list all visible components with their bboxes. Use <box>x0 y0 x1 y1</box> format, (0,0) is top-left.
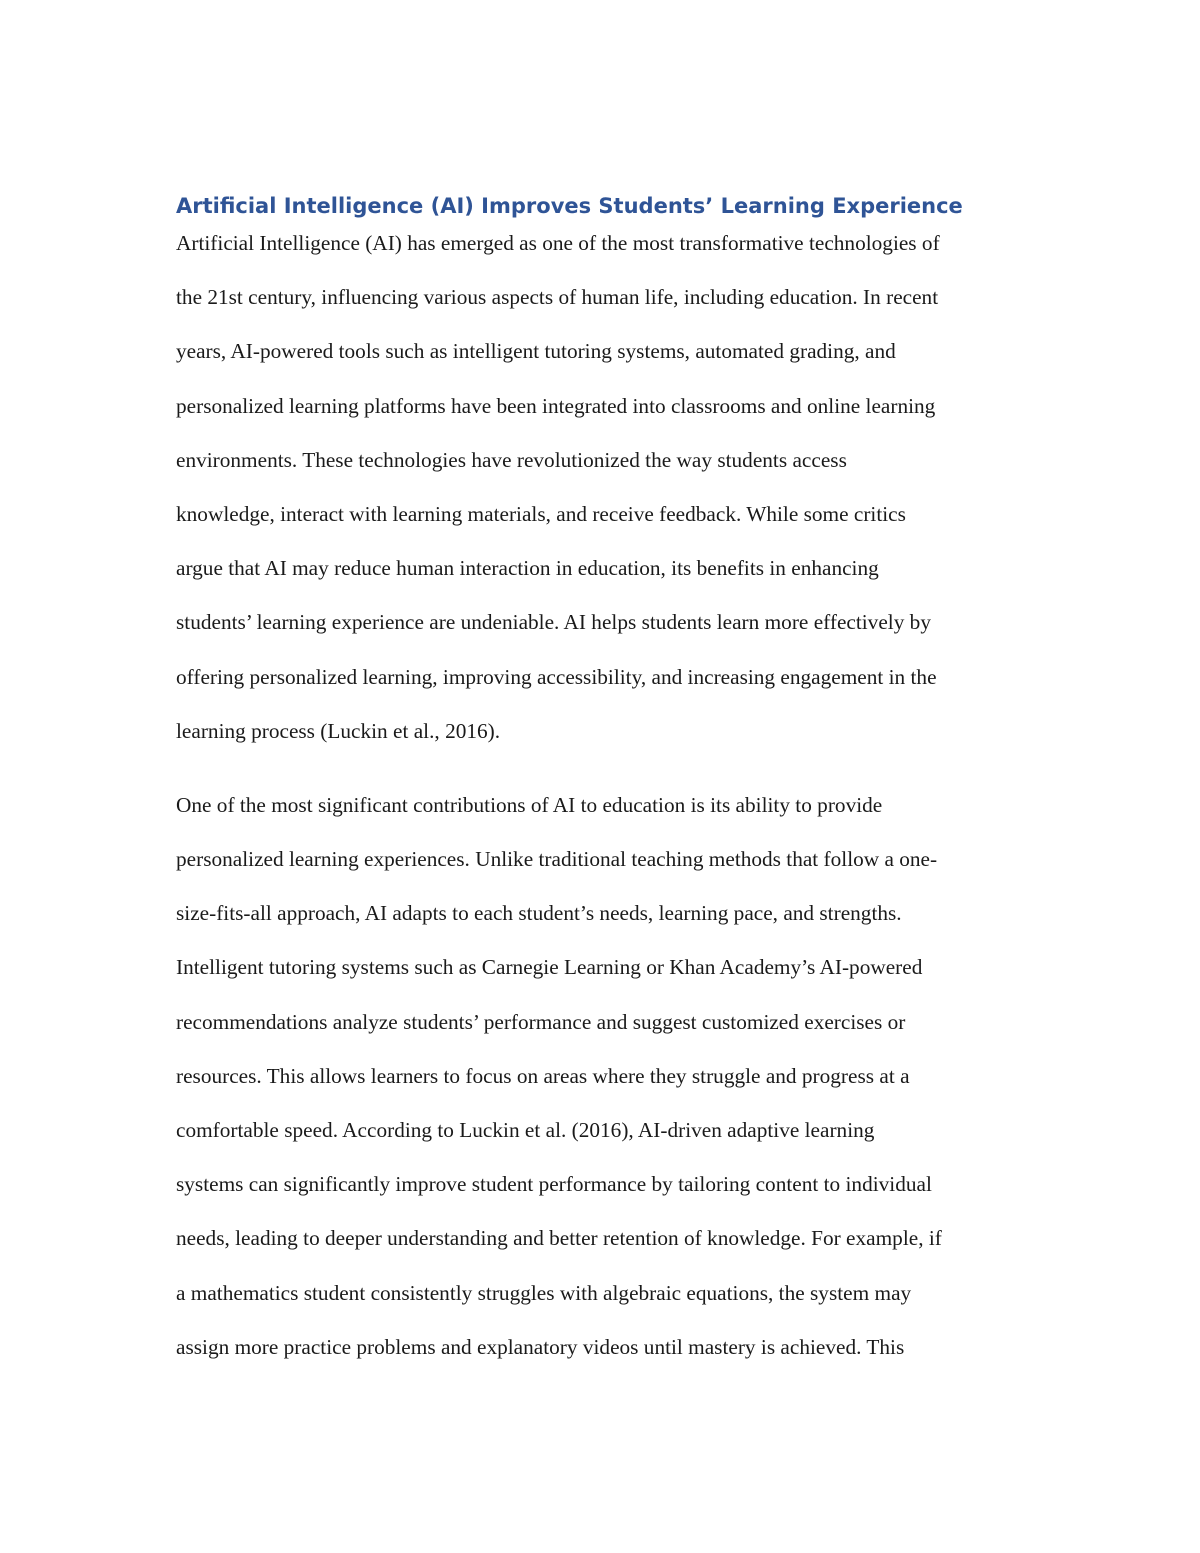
text-line: personalized learning platforms have been integrated into classrooms and online learning <box>176 393 936 418</box>
document-body <box>176 190 1036 1384</box>
paragraph-introduction <box>176 226 1036 768</box>
text-line: knowledge, interact with learning materials, and receive feedback. While some critics <box>176 501 906 526</box>
text-line: personalized learning experiences. Unlike traditional teaching methods that follow a one- <box>176 847 938 872</box>
text-line: offering personalized learning, improving accessibility, and increasing engagement in the <box>176 664 937 689</box>
text-line: environments. These technologies have revolutionized the way students access <box>176 447 847 472</box>
paragraph-personalized-learning <box>176 788 1036 1384</box>
text-line: assign more practice problems and explanatory videos until mastery is achieved. This <box>176 1334 905 1359</box>
text-line: students’ learning experience are undeniable. AI helps students learn more effectively by <box>176 610 931 635</box>
text-line: recommendations analyze students’ performance and suggest customized exercises or <box>176 1009 906 1034</box>
text-line: the 21st century, influencing various aspects of human life, including education. In recent <box>176 285 939 310</box>
text-line: systems can significantly improve student performance by tailoring content to individual <box>176 1172 932 1197</box>
text-line: a mathematics student consistently struggles with algebraic equations, the system may <box>176 1280 912 1305</box>
text-line: argue that AI may reduce human interaction in education, its benefits in enhancing <box>176 556 879 581</box>
text-line: Artificial Intelligence (AI) has emerged as one of the most transformative technologies of <box>176 231 940 255</box>
text-line: learning process (Luckin et al., 2016). <box>176 718 501 743</box>
text-line: Intelligent tutoring systems such as Carnegie Learning or Khan Academy’s AI-powered <box>176 955 923 980</box>
text-line: needs, leading to deeper understanding and better retention of knowledge. For example, if <box>176 1226 942 1251</box>
text-line: comfortable speed. According to Luckin et al. (2016), AI-driven adaptive learning <box>176 1118 875 1142</box>
text-line: One of the most significant contributions of AI to education is its ability to provide <box>176 792 883 817</box>
text-line: resources. This allows learners to focus on areas where they struggle and progress at a <box>176 1063 910 1088</box>
text-line: size-fits-all approach, AI adapts to each student’s needs, learning pace, and strengths. <box>176 901 902 926</box>
text-line: years, AI-powered tools such as intelligent tutoring systems, automated grading, and <box>176 339 896 364</box>
document-title: Artificial Intelligence (AI) Improves Students’ Learning Experience <box>176 194 963 218</box>
